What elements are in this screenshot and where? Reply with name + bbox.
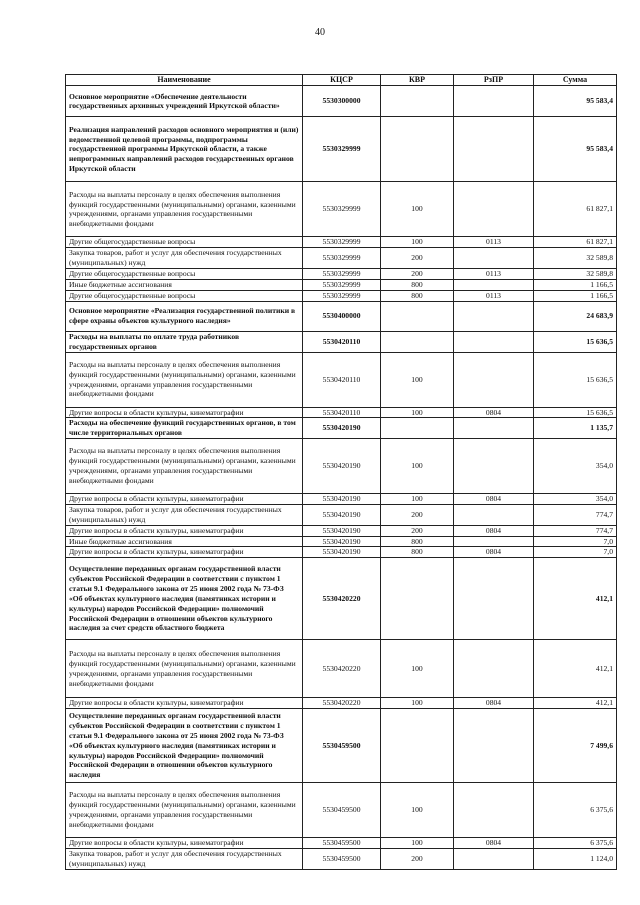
cell-sum: 412,1 <box>534 698 617 709</box>
cell-kvr <box>381 86 454 117</box>
cell-kcsr: 5530420110 <box>303 331 381 352</box>
cell-kvr: 100 <box>381 640 454 698</box>
cell-kvr: 200 <box>381 504 454 525</box>
cell-kvr <box>381 301 454 331</box>
cell-name: Другие вопросы в области культуры, кинематографии <box>66 547 303 558</box>
header-name: Наименование <box>66 75 303 86</box>
cell-name: Другие вопросы в области культуры, кинематографии <box>66 407 303 418</box>
cell-kvr: 100 <box>381 407 454 418</box>
table-row <box>66 290 617 301</box>
cell-sum: 354,0 <box>534 494 617 505</box>
cell-name: Осуществление переданных органам государственной власти субъектов Российской Федерации в соответствии с пунктом 1 статьи 9.1 Федерального закона от 25 июня 2002 года № 73-ФЗ «Об объектах культурного наследия (памятниках истории и культуры) народов Российской Федерации» полномочий Российской Федерации в отношении объектов культурного наследия <box>66 709 303 783</box>
budget-table <box>65 74 617 870</box>
table-row <box>66 248 617 269</box>
cell-rzpr <box>454 418 534 439</box>
cell-sum: 7,0 <box>534 536 617 547</box>
cell-rzpr <box>454 640 534 698</box>
table-row <box>66 525 617 536</box>
cell-kvr <box>381 418 454 439</box>
cell-kcsr: 5530420220 <box>303 698 381 709</box>
table-row <box>66 86 617 117</box>
cell-kcsr: 5530459500 <box>303 849 381 870</box>
cell-rzpr <box>454 536 534 547</box>
cell-name: Другие вопросы в области культуры, кинематографии <box>66 698 303 709</box>
cell-sum: 61 827,1 <box>534 237 617 248</box>
cell-kvr: 100 <box>381 182 454 237</box>
cell-kcsr: 5530459500 <box>303 838 381 849</box>
cell-rzpr: 0804 <box>454 407 534 418</box>
cell-sum: 774,7 <box>534 504 617 525</box>
table-header-row <box>66 75 617 86</box>
cell-name: Расходы на выплаты персоналу в целях обеспечения выполнения функций государственными (муниципальными) органами, казенными учреждениями, органами управления государственными внебюджетными фондами <box>66 439 303 494</box>
table-row <box>66 117 617 182</box>
cell-sum: 32 589,8 <box>534 268 617 279</box>
cell-name: Расходы на выплаты персоналу в целях обеспечения выполнения функций государственными (муниципальными) органами, казенными учреждениями, органами управления государственными внебюджетными фондами <box>66 640 303 698</box>
cell-rzpr <box>454 849 534 870</box>
table-row <box>66 536 617 547</box>
cell-sum: 32 589,8 <box>534 248 617 269</box>
cell-kvr: 100 <box>381 698 454 709</box>
table-row <box>66 698 617 709</box>
header-kvr: КВР <box>381 75 454 86</box>
cell-sum: 354,0 <box>534 439 617 494</box>
cell-sum: 1 135,7 <box>534 418 617 439</box>
cell-rzpr <box>454 439 534 494</box>
cell-kcsr: 5530400000 <box>303 301 381 331</box>
cell-name: Расходы на обеспечение функций государственных органов, в том числе территориальных органов <box>66 418 303 439</box>
cell-rzpr <box>454 86 534 117</box>
table-row <box>66 182 617 237</box>
cell-sum: 7 499,6 <box>534 709 617 783</box>
cell-sum: 1 124,0 <box>534 849 617 870</box>
cell-kvr: 200 <box>381 525 454 536</box>
cell-kvr: 100 <box>381 783 454 838</box>
table-row <box>66 783 617 838</box>
cell-name: Основное мероприятие «Обеспечение деятельности государственных архивных учреждений Иркутской области» <box>66 86 303 117</box>
cell-sum: 15 636,5 <box>534 352 617 407</box>
table-row <box>66 331 617 352</box>
cell-name: Закупка товаров, работ и услуг для обеспечения государственных (муниципальных) нужд <box>66 248 303 269</box>
table-row <box>66 494 617 505</box>
cell-name: Закупка товаров, работ и услуг для обеспечения государственных (муниципальных) нужд <box>66 849 303 870</box>
cell-sum: 15 636,5 <box>534 407 617 418</box>
table-row <box>66 237 617 248</box>
cell-sum: 6 375,6 <box>534 838 617 849</box>
cell-kcsr: 5530329999 <box>303 182 381 237</box>
table-row <box>66 504 617 525</box>
cell-rzpr <box>454 352 534 407</box>
cell-kcsr: 5530329999 <box>303 279 381 290</box>
cell-sum: 15 636,5 <box>534 331 617 352</box>
cell-kcsr: 5530420190 <box>303 504 381 525</box>
cell-rzpr <box>454 182 534 237</box>
table-row <box>66 301 617 331</box>
cell-sum: 412,1 <box>534 640 617 698</box>
cell-kvr: 100 <box>381 838 454 849</box>
cell-kcsr: 5530329999 <box>303 248 381 269</box>
cell-kcsr: 5530420190 <box>303 536 381 547</box>
cell-kcsr: 5530420190 <box>303 525 381 536</box>
cell-kcsr: 5530329999 <box>303 268 381 279</box>
header-kcsr: КЦСР <box>303 75 381 86</box>
cell-name: Другие общегосударственные вопросы <box>66 290 303 301</box>
cell-rzpr <box>454 117 534 182</box>
table-row <box>66 268 617 279</box>
cell-kcsr: 5530420110 <box>303 352 381 407</box>
cell-name: Другие вопросы в области культуры, кинематографии <box>66 525 303 536</box>
cell-name: Другие вопросы в области культуры, кинематографии <box>66 838 303 849</box>
cell-sum: 1 166,5 <box>534 290 617 301</box>
cell-name: Другие общегосударственные вопросы <box>66 268 303 279</box>
cell-kvr <box>381 117 454 182</box>
cell-rzpr: 0113 <box>454 290 534 301</box>
header-sum: Сумма <box>534 75 617 86</box>
cell-name: Иные бюджетные ассигнования <box>66 279 303 290</box>
table-row <box>66 439 617 494</box>
cell-sum: 1 166,5 <box>534 279 617 290</box>
cell-kcsr: 5530420220 <box>303 640 381 698</box>
cell-rzpr: 0113 <box>454 268 534 279</box>
cell-rzpr <box>454 783 534 838</box>
cell-kvr: 800 <box>381 279 454 290</box>
cell-sum: 95 583,4 <box>534 86 617 117</box>
cell-kcsr: 5530420220 <box>303 558 381 640</box>
cell-name: Другие вопросы в области культуры, кинематографии <box>66 494 303 505</box>
cell-kvr: 200 <box>381 849 454 870</box>
table-row <box>66 640 617 698</box>
cell-name: Расходы на выплаты персоналу в целях обеспечения выполнения функций государственными (муниципальными) органами, казенными учреждениями, органами управления государственными внебюджетными фондами <box>66 352 303 407</box>
cell-rzpr <box>454 248 534 269</box>
cell-sum: 6 375,6 <box>534 783 617 838</box>
cell-kvr: 100 <box>381 352 454 407</box>
cell-sum: 95 583,4 <box>534 117 617 182</box>
cell-rzpr: 0804 <box>454 547 534 558</box>
cell-kvr: 100 <box>381 439 454 494</box>
cell-kcsr: 5530459500 <box>303 709 381 783</box>
table-row <box>66 407 617 418</box>
table-row <box>66 838 617 849</box>
cell-kvr <box>381 558 454 640</box>
cell-name: Осуществление переданных органам государственной власти субъектов Российской Федерации в соответствии с пунктом 1 статьи 9.1 Федерального закона от 25 июня 2002 года № 73-ФЗ «Об объектах культурного наследия (памятниках истории и культуры) народов Российской Федерации» полномочий Российской Федерации в отношении объектов культурного наследия за счет средств областного бюджета <box>66 558 303 640</box>
cell-kvr: 200 <box>381 268 454 279</box>
cell-name: Другие общегосударственные вопросы <box>66 237 303 248</box>
cell-kcsr: 5530329999 <box>303 117 381 182</box>
header-rzpr: РзПР <box>454 75 534 86</box>
cell-kvr: 100 <box>381 237 454 248</box>
cell-rzpr: 0113 <box>454 237 534 248</box>
cell-kvr <box>381 331 454 352</box>
cell-kcsr: 5530329999 <box>303 290 381 301</box>
cell-sum: 7,0 <box>534 547 617 558</box>
cell-kcsr: 5530420190 <box>303 418 381 439</box>
table-row <box>66 418 617 439</box>
cell-kvr: 200 <box>381 248 454 269</box>
cell-name: Реализация направлений расходов основного мероприятия и (или) ведомственной целевой программы, подпрограммы государственной программы Иркутской области, а также непрограммных направлений расходов государственных органов Иркутской области <box>66 117 303 182</box>
cell-rzpr <box>454 331 534 352</box>
cell-kcsr: 5530420110 <box>303 407 381 418</box>
table-row <box>66 849 617 870</box>
cell-kvr: 800 <box>381 536 454 547</box>
cell-sum: 774,7 <box>534 525 617 536</box>
cell-kvr: 800 <box>381 547 454 558</box>
cell-rzpr: 0804 <box>454 838 534 849</box>
cell-kcsr: 5530420190 <box>303 439 381 494</box>
cell-rzpr: 0804 <box>454 525 534 536</box>
cell-rzpr: 0804 <box>454 494 534 505</box>
table-row <box>66 352 617 407</box>
table-body <box>66 86 617 869</box>
cell-sum: 412,1 <box>534 558 617 640</box>
cell-name: Расходы на выплаты персоналу в целях обеспечения выполнения функций государственными (муниципальными) органами, казенными учреждениями, органами управления государственными внебюджетными фондами <box>66 182 303 237</box>
cell-name: Основное мероприятие «Реализация государственной политики в сфере охраны объектов культурного наследия» <box>66 301 303 331</box>
cell-rzpr: 0804 <box>454 698 534 709</box>
table-row <box>66 709 617 783</box>
cell-kvr: 800 <box>381 290 454 301</box>
cell-kcsr: 5530420190 <box>303 547 381 558</box>
cell-name: Расходы на выплаты персоналу в целях обеспечения выполнения функций государственными (муниципальными) органами, казенными учреждениями, органами управления государственными внебюджетными фондами <box>66 783 303 838</box>
cell-rzpr <box>454 558 534 640</box>
cell-rzpr <box>454 279 534 290</box>
table-row <box>66 547 617 558</box>
cell-kcsr: 5530329999 <box>303 237 381 248</box>
cell-name: Расходы на выплаты по оплате труда работников государственных органов <box>66 331 303 352</box>
cell-name: Закупка товаров, работ и услуг для обеспечения государственных (муниципальных) нужд <box>66 504 303 525</box>
cell-sum: 24 683,9 <box>534 301 617 331</box>
table-row <box>66 558 617 640</box>
cell-rzpr <box>454 301 534 331</box>
cell-sum: 61 827,1 <box>534 182 617 237</box>
cell-kvr: 100 <box>381 494 454 505</box>
page-number: 40 <box>315 27 325 38</box>
cell-rzpr <box>454 504 534 525</box>
cell-rzpr <box>454 709 534 783</box>
cell-kcsr: 5530459500 <box>303 783 381 838</box>
cell-kvr <box>381 709 454 783</box>
table-row <box>66 279 617 290</box>
cell-kcsr: 5530420190 <box>303 494 381 505</box>
cell-kcsr: 5530300000 <box>303 86 381 117</box>
cell-name: Иные бюджетные ассигнования <box>66 536 303 547</box>
